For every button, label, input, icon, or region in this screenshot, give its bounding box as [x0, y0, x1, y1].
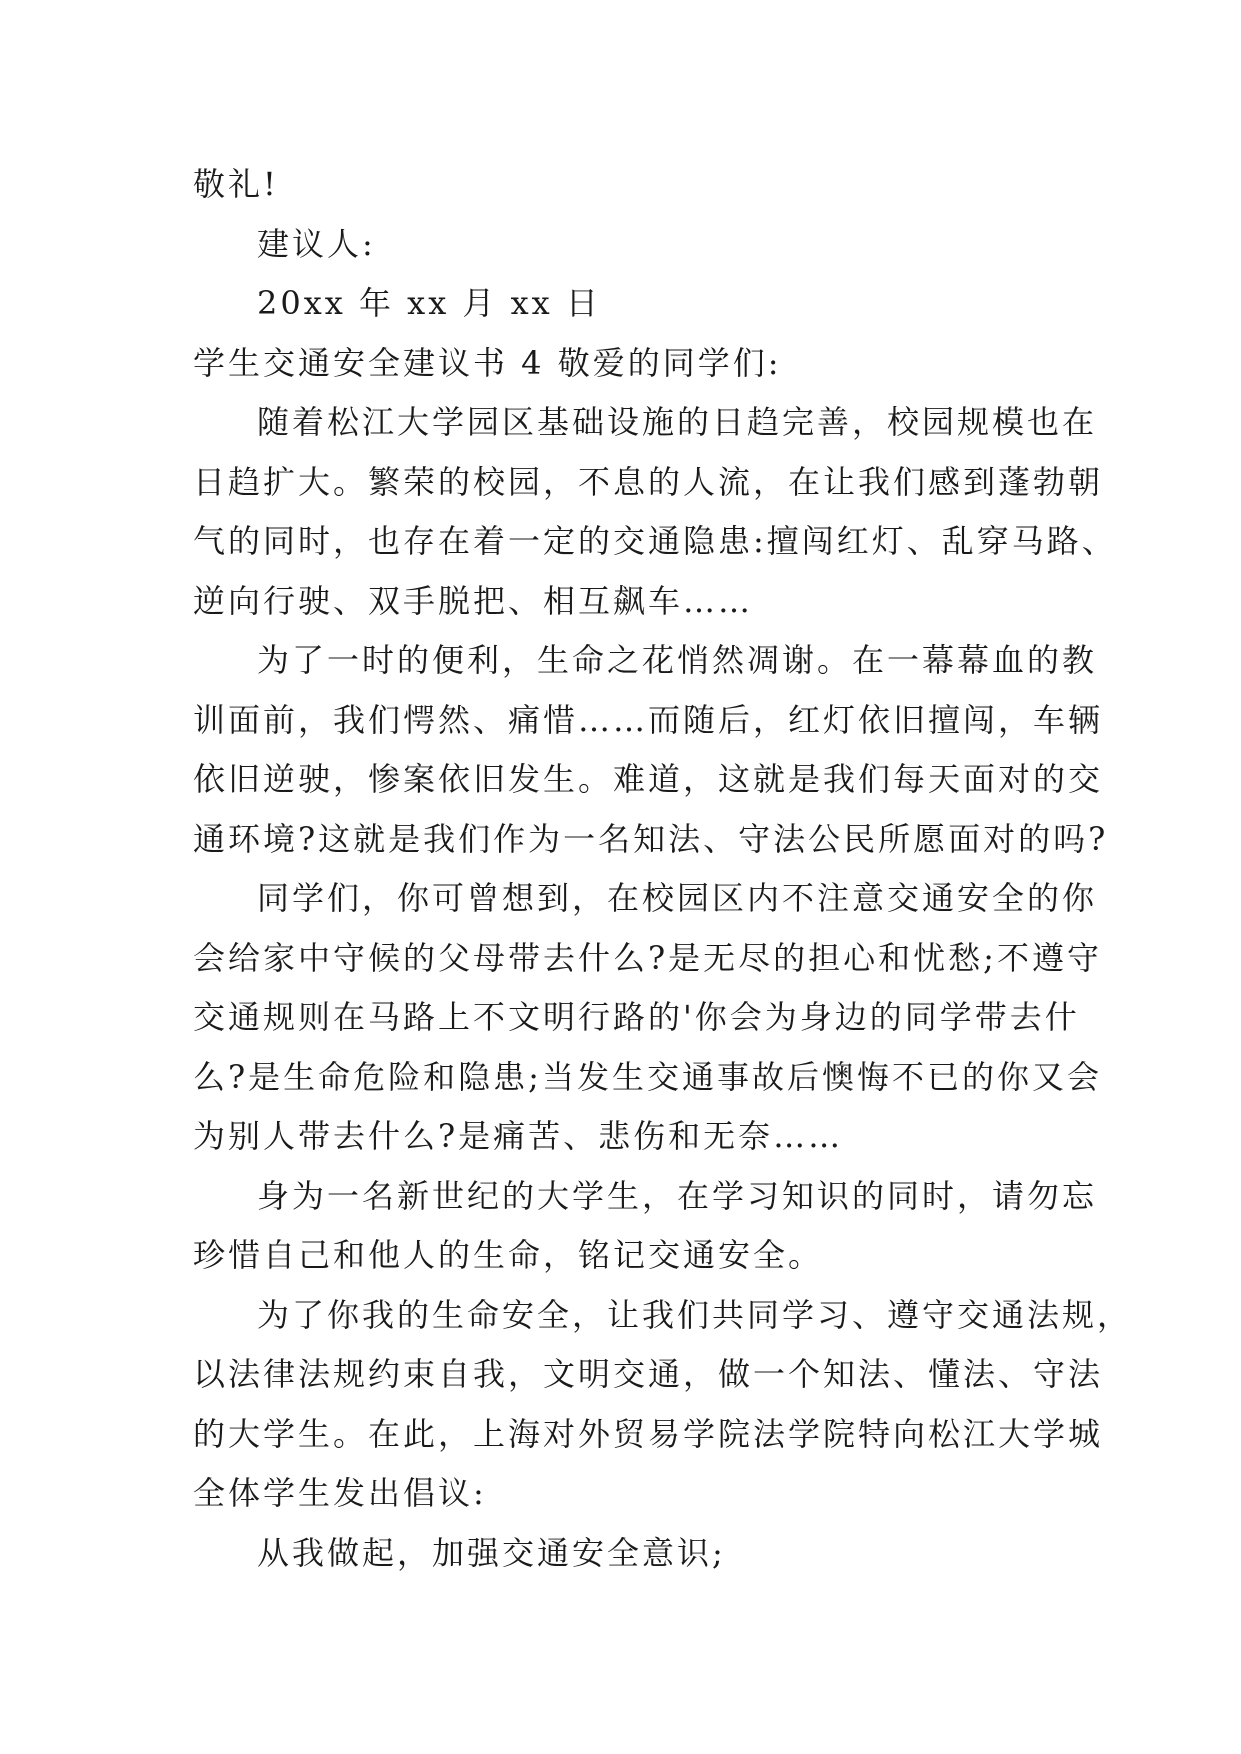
paragraph-line: 训面前，我们愕然、痛惜……而随后，红灯依旧擅闯，车辆: [193, 700, 1104, 739]
paragraph-line: 珍惜自己和他人的生命，铭记交通安全。: [193, 1236, 824, 1274]
paragraph-line: 逆向行驶、双手脱把、相互飙车……: [193, 581, 754, 620]
paragraph-line: 么?是生命危险和隐患;当发生交通事故后懊悔不已的你又会: [193, 1057, 1102, 1096]
paragraph-5: [193, 1286, 1133, 1524]
closing-salute: 敬礼!: [193, 165, 279, 203]
signer-label: 建议人:: [257, 224, 376, 263]
paragraph-line: 身为一名新世纪的大学生，在学习知识的同时，请勿忘: [257, 1176, 1098, 1215]
paragraph-6: [193, 1524, 1053, 1584]
paragraph-3: [193, 869, 1102, 1167]
paragraph-line: 同学们，你可曾想到，在校园区内不注意交通安全的你: [257, 879, 1098, 917]
paragraph-4: [193, 1167, 1098, 1286]
paragraph-line: 依旧逆驶，惨案依旧发生。难道，这就是我们每天面对的交: [193, 760, 1104, 798]
paragraph-line: 全体学生发出倡议:: [193, 1474, 487, 1512]
paragraph-line: 为了你我的生命安全，让我们共同学习、遵守交通法规，: [257, 1295, 1133, 1334]
paragraph-2: [193, 631, 1109, 869]
paragraph-line: 的大学生。在此，上海对外贸易学院法学院特向松江大学城: [193, 1414, 1104, 1453]
paragraph-line: 为别人带去什么?是痛苦、悲伤和无奈……: [193, 1117, 844, 1155]
document-body: [193, 155, 1133, 1583]
date-line: 20xx 年 xx 月 xx 日: [257, 284, 601, 322]
paragraph-1: [193, 393, 1117, 631]
paragraph-line: 以法律法规约束自我，文明交通，做一个知法、懂法、守法: [193, 1355, 1104, 1393]
paragraph-line: 从我做起，加强交通安全意识;: [257, 1533, 726, 1572]
paragraph-line: 气的同时，也存在着一定的交通隐患:擅闯红灯、乱穿马路、: [193, 522, 1117, 560]
paragraph-line: 交通规则在马路上不文明行路的'你会为身边的同学带去什: [193, 998, 1080, 1036]
paragraph-line: 日趋扩大。繁荣的校园，不息的人流，在让我们感到蓬勃朝: [193, 462, 1104, 501]
paragraph-line: 随着松江大学园区基础设施的日趋完善，校园规模也在: [257, 403, 1098, 441]
section-heading: 学生交通安全建议书 4 敬爱的同学们:: [193, 343, 782, 382]
paragraph-line: 通环境?这就是我们作为一名知法、守法公民所愿面对的吗?: [193, 819, 1109, 858]
paragraph-line: 会给家中守候的父母带去什么?是无尽的担心和忧愁;不遵守: [193, 938, 1102, 977]
paragraph-line: 为了一时的便利，生命之花悄然凋谢。在一幕幕血的教: [257, 641, 1098, 679]
